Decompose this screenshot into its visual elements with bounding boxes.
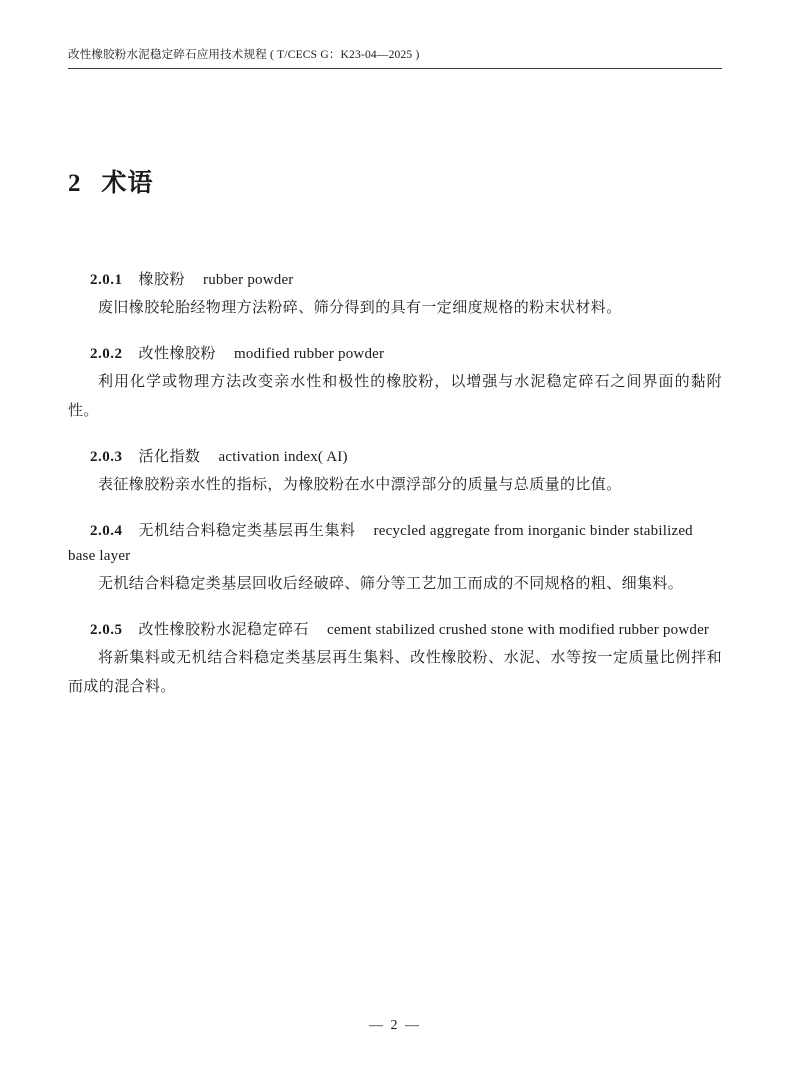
term-number: 2.0.3 xyxy=(90,449,123,465)
term-entry xyxy=(68,519,722,599)
term-heading xyxy=(68,268,722,293)
term-heading xyxy=(68,519,722,569)
term-name-en: activation index( AI) xyxy=(218,449,348,465)
page-footer xyxy=(0,1018,790,1034)
page-header xyxy=(68,46,722,69)
running-title: 改性橡胶粉水泥稳定碎石应用技术规程 ( T/CECS G：K23-04—2025 ) xyxy=(68,49,420,61)
term-name-en: cement stabilized crushed stone with modified rubber powder xyxy=(327,622,710,638)
term-name-cn: 改性橡胶粉 xyxy=(138,346,217,362)
term-name-cn: 活化指数 xyxy=(138,449,201,465)
term-heading xyxy=(68,618,722,643)
term-heading xyxy=(68,445,722,470)
term-name-en: recycled aggregate from inorganic binder stabilized base layer xyxy=(68,523,693,564)
chapter-number: 2 xyxy=(68,170,82,197)
term-number: 2.0.4 xyxy=(90,523,123,539)
term-entry xyxy=(68,618,722,702)
term-entry xyxy=(68,268,722,323)
term-definition: 将新集料或无机结合料稳定类基层再生集料、改性橡胶粉、水泥、水等按一定质量比例拌和而成的混合料。 xyxy=(68,650,722,695)
chapter-heading xyxy=(68,163,154,199)
term-definition: 利用化学或物理方法改变亲水性和极性的橡胶粉，以增强与水泥稳定碎石之间界面的黏附性。 xyxy=(68,374,722,419)
term-name-cn: 橡胶粉 xyxy=(138,272,186,288)
term-name-cn: 无机结合料稳定类基层再生集料 xyxy=(138,523,356,539)
header-divider xyxy=(68,68,722,69)
terms-list xyxy=(68,268,722,721)
term-number: 2.0.2 xyxy=(90,346,123,362)
term-definition: 表征橡胶粉亲水性的指标，为橡胶粉在水中漂浮部分的质量与总质量的比值。 xyxy=(98,477,622,493)
page-number: — 2 — xyxy=(369,1018,421,1033)
term-heading xyxy=(68,342,722,367)
term-name-en: rubber powder xyxy=(203,272,294,288)
chapter-title: 术语 xyxy=(101,170,154,197)
term-name-en: modified rubber powder xyxy=(234,346,385,362)
term-number: 2.0.5 xyxy=(90,622,123,638)
term-entry xyxy=(68,445,722,500)
term-name-cn: 改性橡胶粉水泥稳定碎石 xyxy=(138,622,310,638)
term-definition: 无机结合料稳定类基层回收后经破碎、筛分等工艺加工而成的不同规格的粗、细集料。 xyxy=(98,576,684,592)
term-entry xyxy=(68,342,722,426)
term-definition: 废旧橡胶轮胎经物理方法粉碎、筛分得到的具有一定细度规格的粉末状材料。 xyxy=(98,300,622,316)
term-number: 2.0.1 xyxy=(90,272,123,288)
